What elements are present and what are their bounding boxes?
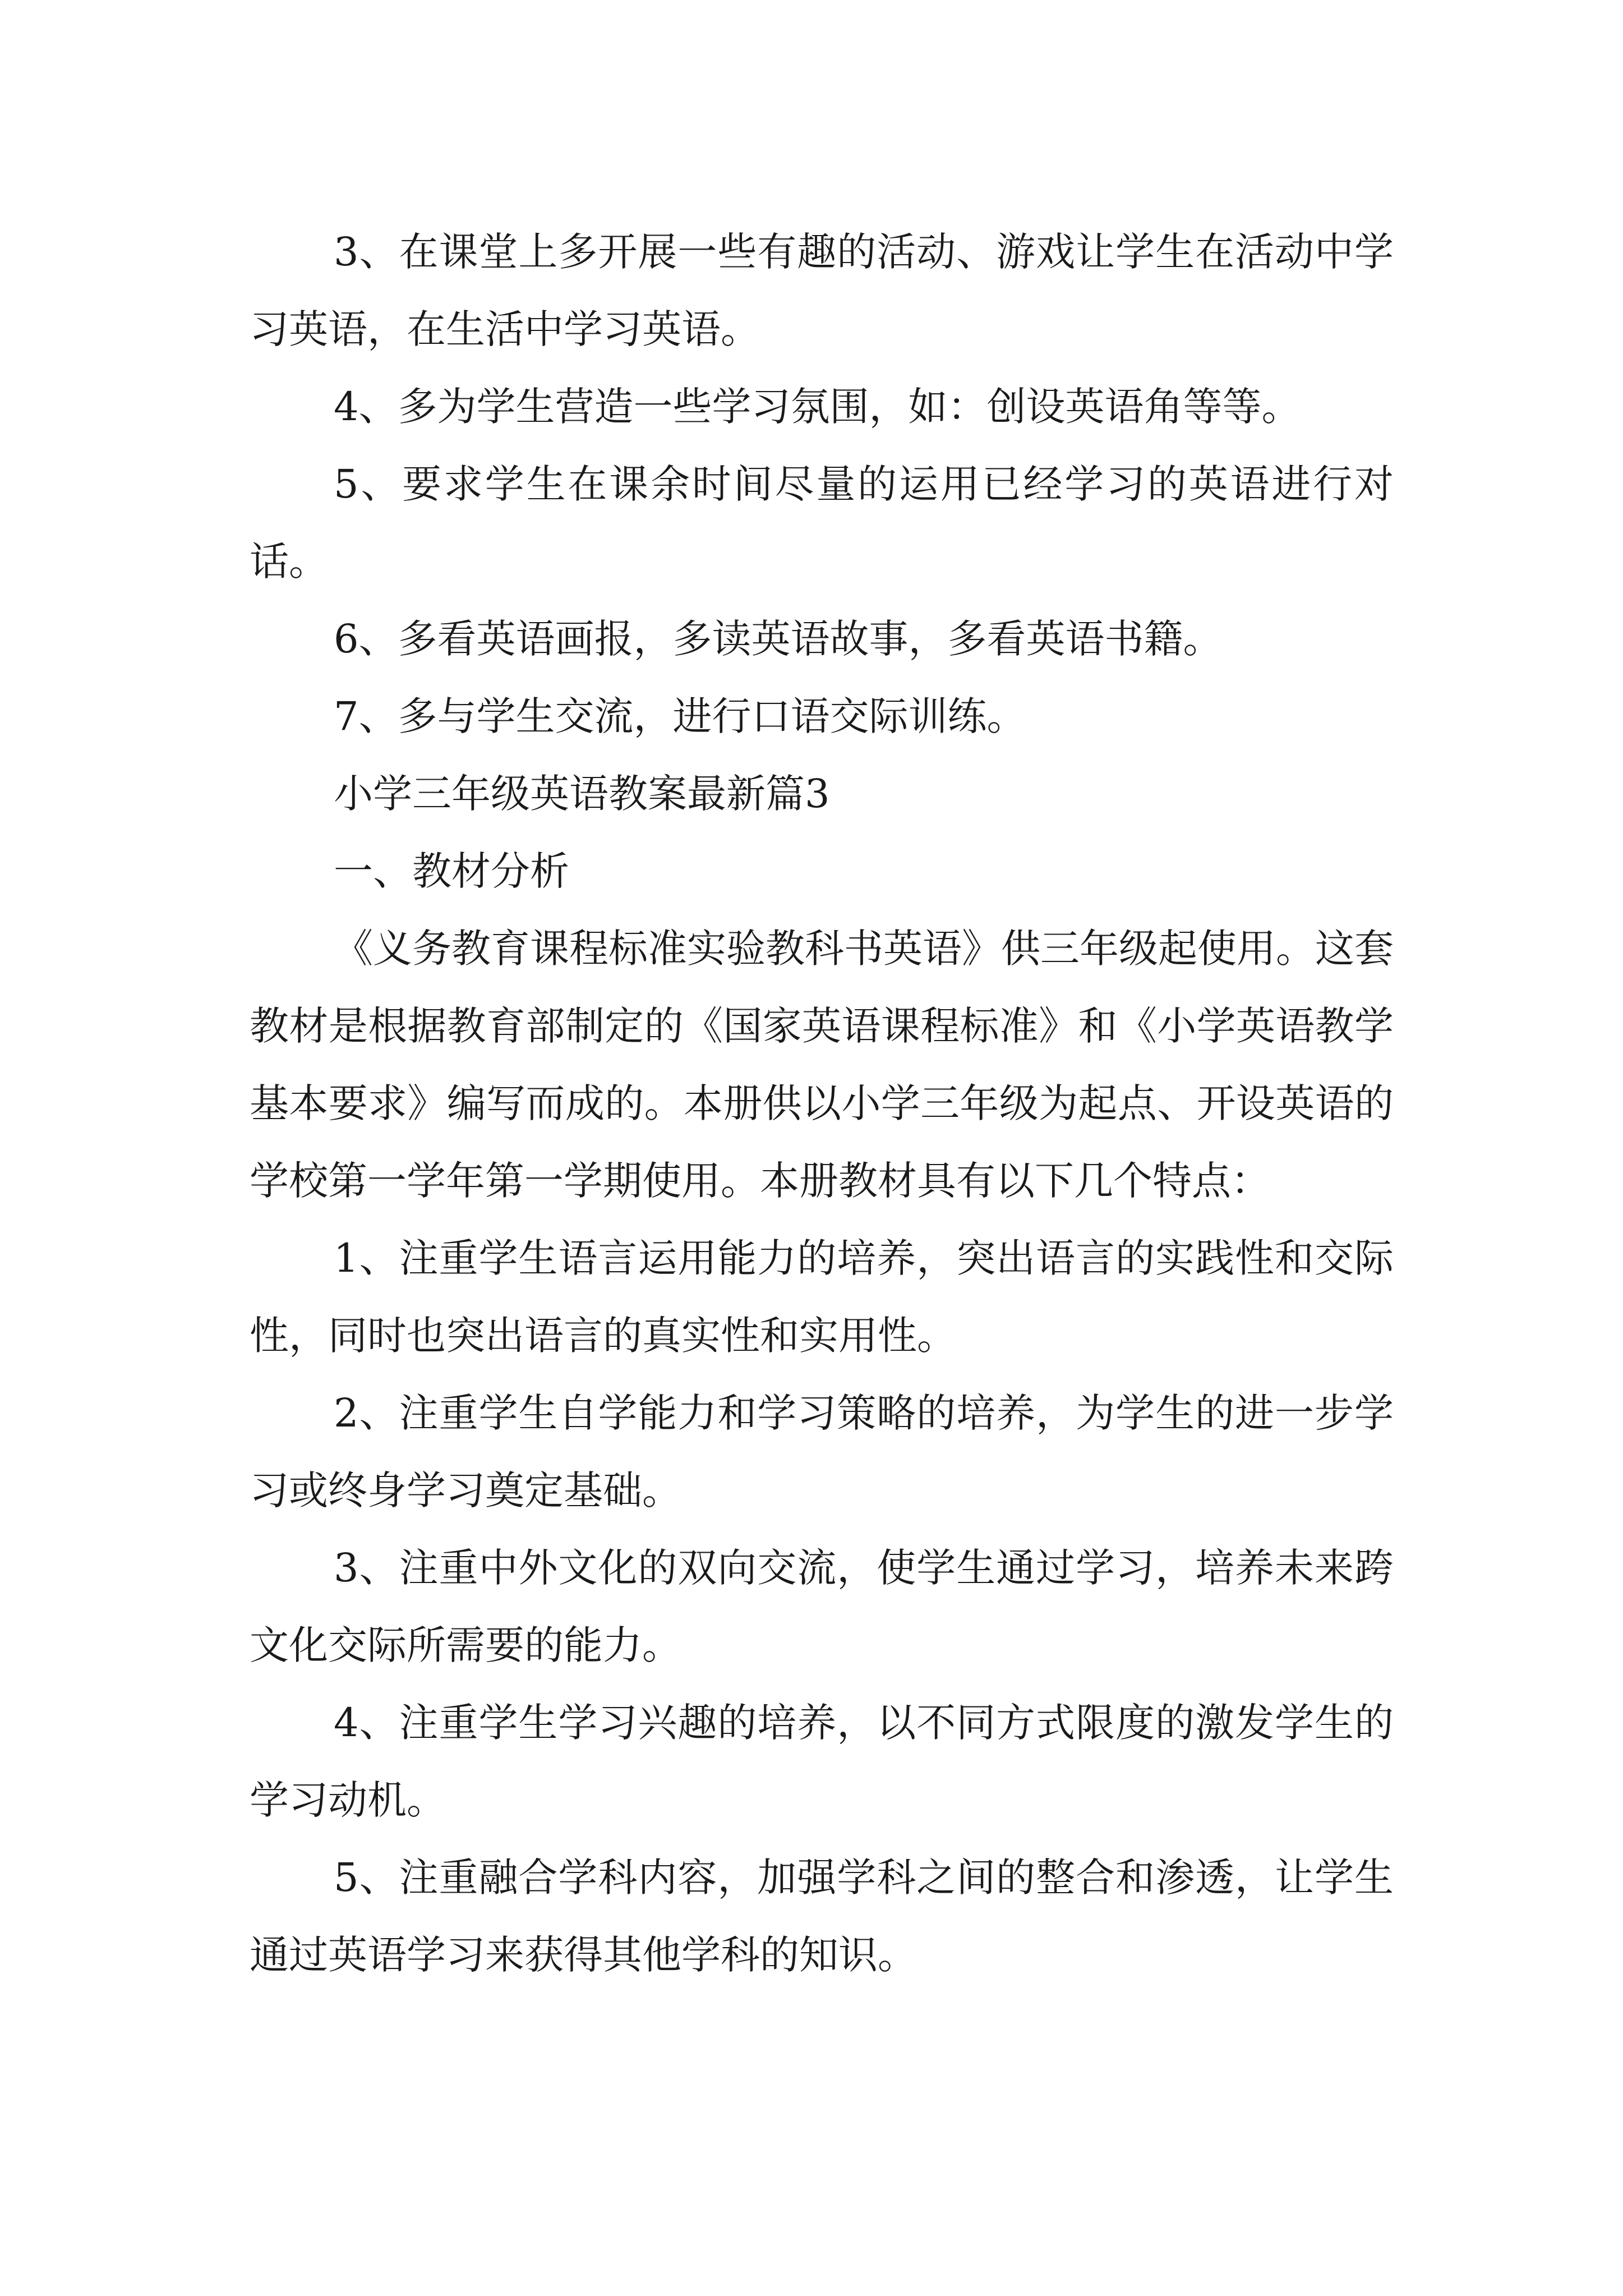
paragraph-textbook-intro: 《义务教育课程标准实验教科书英语》供三年级起使用。这套教材是根据教育部制定的《国家英语课程标准》和《小学英语教学基本要求》编写而成的。本册供以小学三年级为起点、开设英语的学校第一学年第一学期使用。本册教材具有以下几个特点： <box>250 926 1394 1204</box>
paragraph-list-item-3: 3、在课堂上多开展一些有趣的活动、游戏让学生在活动中学习英语，在生活中学习英语。 <box>250 229 1394 352</box>
paragraph-list-item-4: 4、多为学生营造一些学习氛围，如：创设英语角等等。 <box>334 384 1301 430</box>
document-body <box>250 213 1394 1994</box>
paragraph-list-item-5: 5、要求学生在课余时间尽量的运用已经学习的英语进行对话。 <box>250 461 1394 585</box>
paragraph-feature-2: 2、注重学生自学能力和学习策略的培养，为学生的进一步学习或终身学习奠定基础。 <box>250 1390 1394 1513</box>
paragraph-feature-3: 3、注重中外文化的双向交流，使学生通过学习，培养未来跨文化交际所需要的能力。 <box>250 1545 1394 1668</box>
section-heading-textbook-analysis: 一、教材分析 <box>334 848 569 894</box>
section-title: 小学三年级英语教案最新篇3 <box>334 771 830 817</box>
paragraph-feature-1: 1、注重学生语言运用能力的培养，突出语言的实践性和交际性，同时也突出语言的真实性和实用性。 <box>250 1235 1394 1359</box>
paragraph-feature-5: 5、注重融合学科内容，加强学科之间的整合和渗透，让学生通过英语学习来获得其他学科的知识。 <box>250 1855 1394 1978</box>
paragraph-list-item-6: 6、多看英语画报，多读英语故事，多看英语书籍。 <box>334 616 1223 662</box>
paragraph-feature-4: 4、注重学生学习兴趣的培养，以不同方式限度的激发学生的学习动机。 <box>250 1700 1394 1823</box>
paragraph-list-item-7: 7、多与学生交流，进行口语交际训练。 <box>334 693 1026 739</box>
